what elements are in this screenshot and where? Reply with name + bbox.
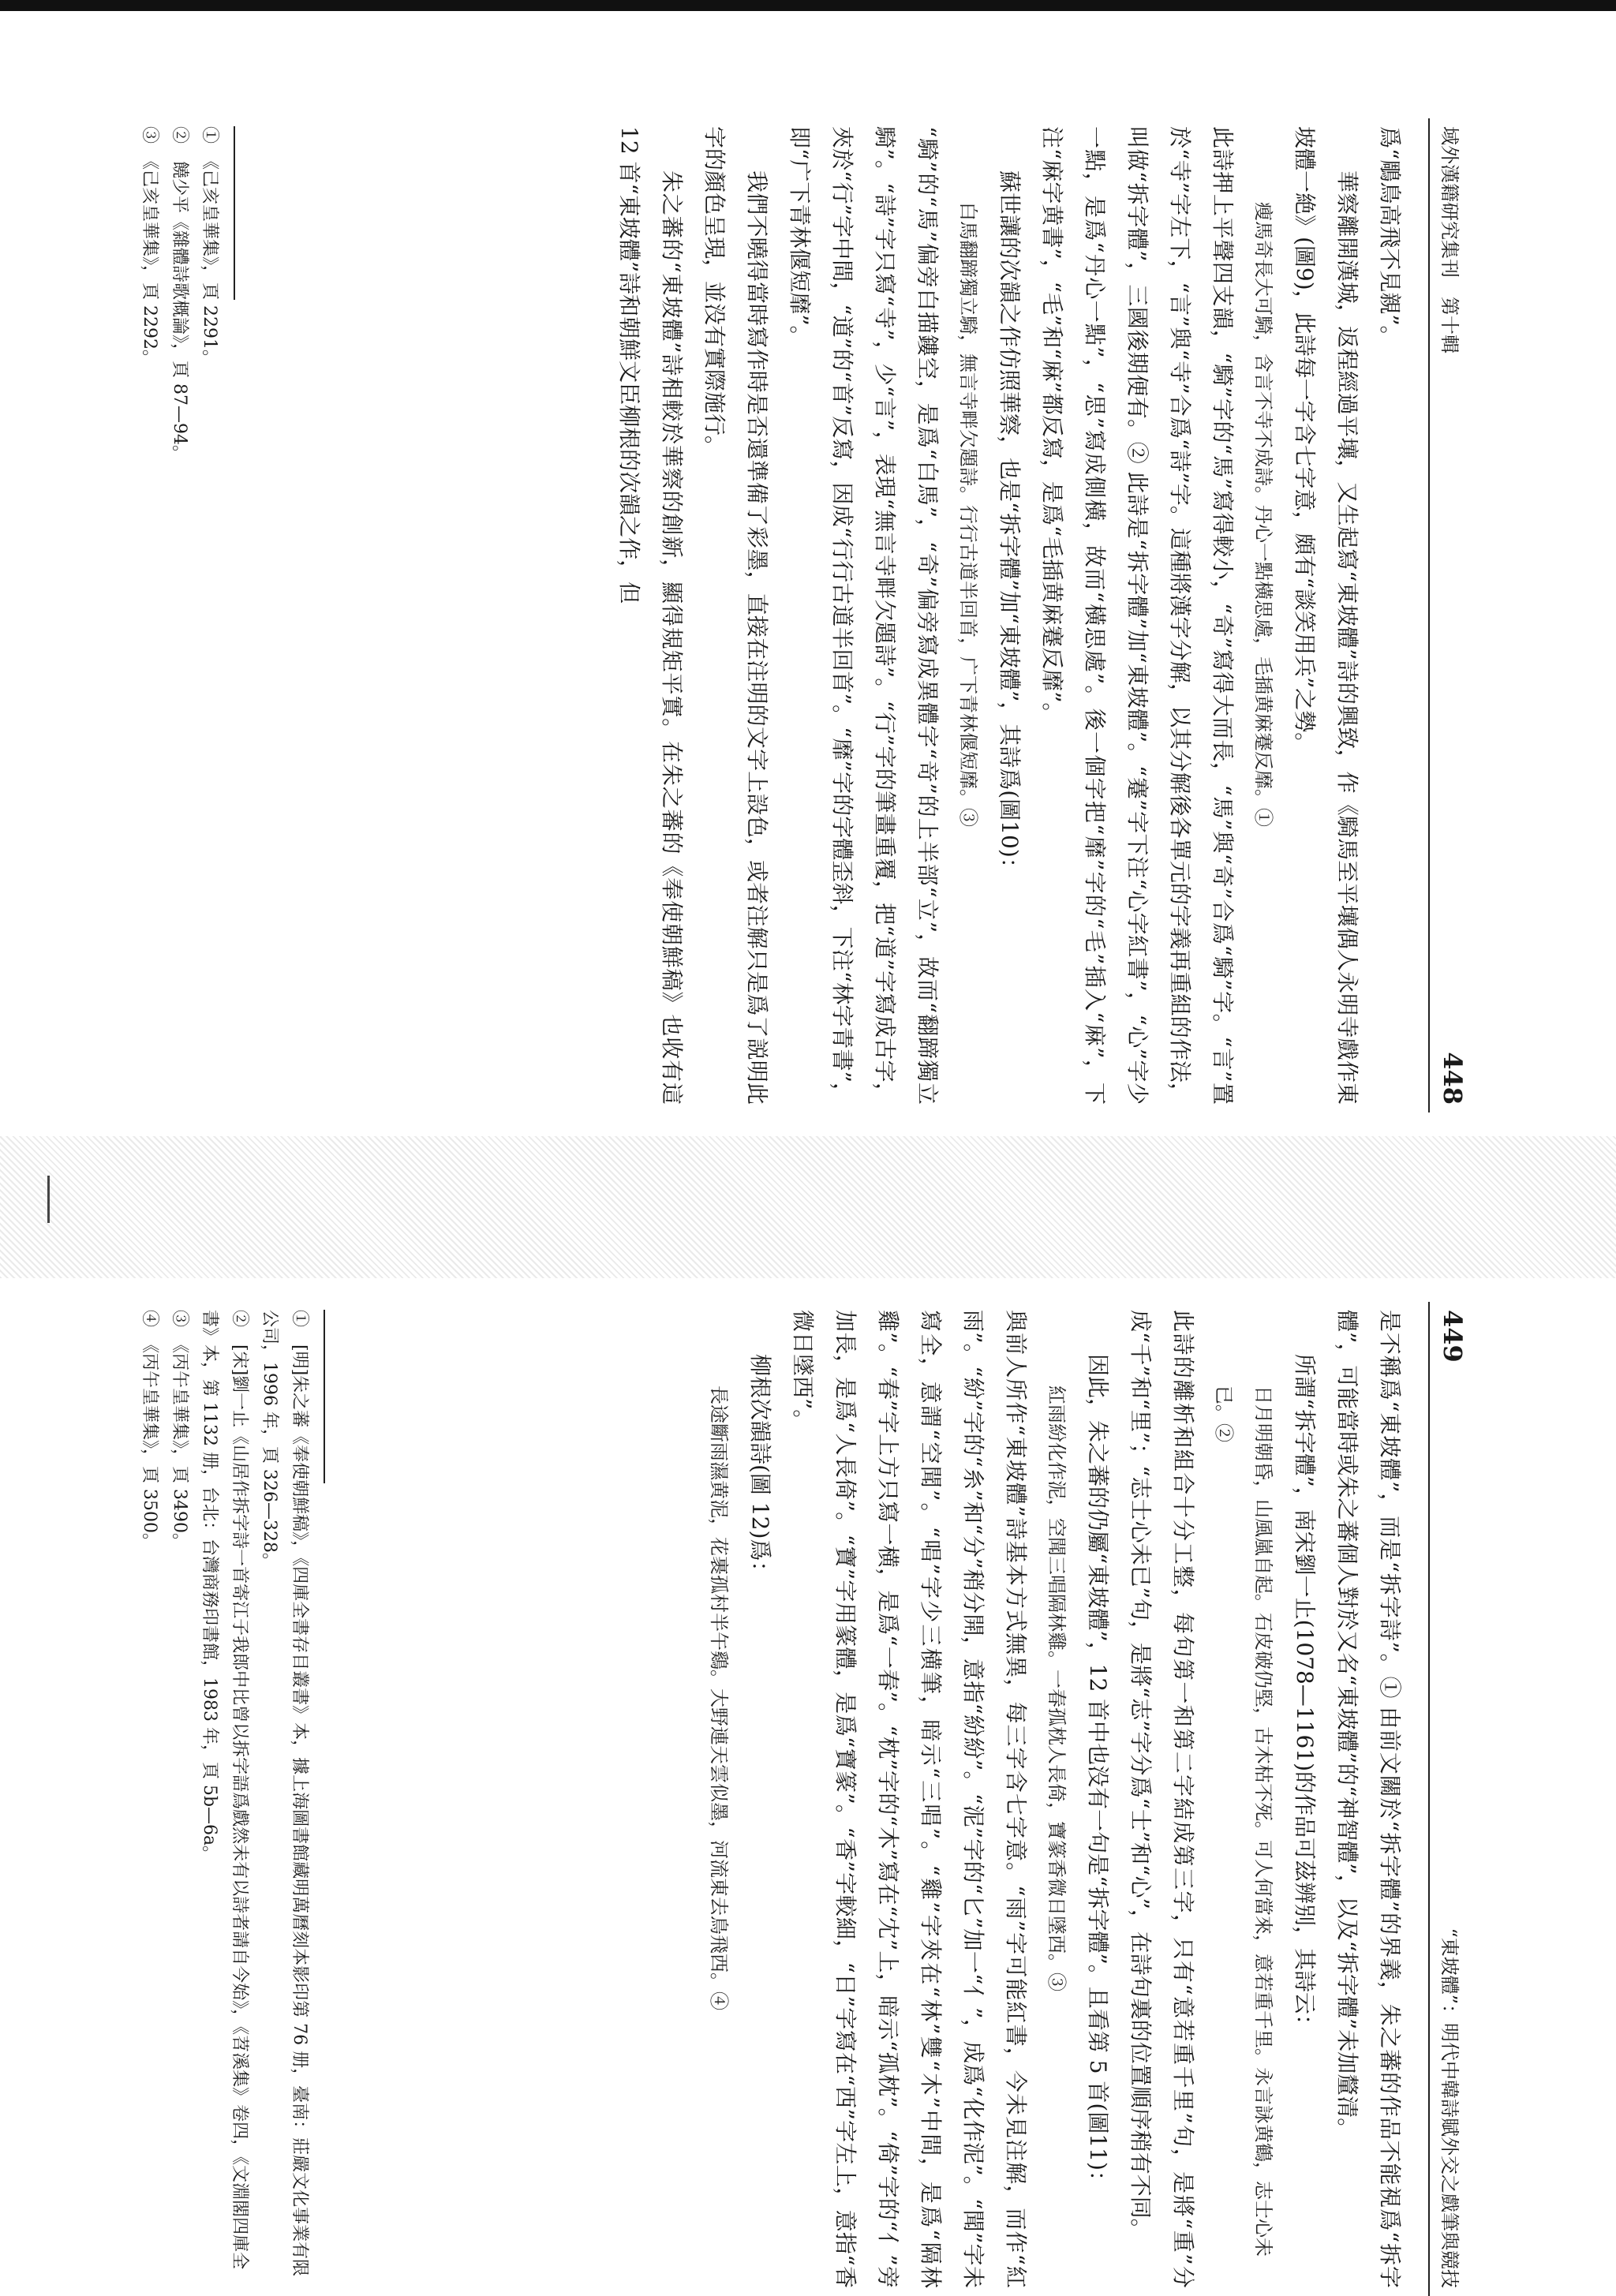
paragraph: 此詩押上平聲四支韻，“騎”字的“馬”寫得較小，“奇”寫得大而長，“馬”與“奇”合爲“騎”字。“言”置於“寺”字左下，“言”與“寺”合爲“詩”字。這種將漢字分解，以其分解後各單元的字義再重組的作法，叫做“拆字體”，三國後期便有。② 此詩是“拆字體”加“東坡體”。“蹇”字下注“心字紅書”，“心”字少一點，是爲“丹心一點”，“思”寫成側橫，故而“橫思處”。後一個字把“靡”字的“毛”插入“麻”，下注“麻字黄書”，“毛”和“麻”都反寫，是爲“毛插黄麻蹇反靡”。 (1039, 126, 1236, 1105)
footnote: ② 饒少平《雜體詩歌概論》，頁 87—94。 (170, 126, 189, 462)
footnote: ④ 《丙午皇華集》，頁 3500。 (140, 1310, 159, 1550)
paragraph: 此詩的離析和組合十分工整，每句第一和第二字結成第三字，只有“意若重千里”句，是將“重”分成“千”和“里”；“志士心未已”句，是將“志”字分爲“士”和“心”，在詩句裏的位置順序稍有不同。 (1128, 1310, 1196, 2288)
gutter-mark (47, 1176, 50, 1223)
footnote: ① 《己亥皇華集》，頁 2291。 (200, 126, 219, 367)
footnotes (134, 126, 235, 1105)
running-title: 域外漢籍研究集刊 第十輯 (1438, 126, 1461, 353)
footnote: ② [宋]劉一止《山居作拆字詩一首寄江子我郎中比曾以拆字語爲戲然未有以詩者請自今始》，《苕溪集》卷四，《文淵閣四庫全書》本，第 1132 册，台北：台灣商務印書館，1983 年，頁 5b—6a。 (200, 1310, 249, 2270)
paragraph: “騎”的“馬”偏旁白描鏤空，是爲“白馬”，“奇”偏旁寫成異體字“竒”的上半部“立”，故而“翻蹄獨立騎”。“詩”字只寫“寺”，少“言”，表現“無言寺畔欠題詩”。“行”字的筆畫重覆，把“道”字寫成古字，夾於“行”字中間，“道”的“首”反寫，因成“行行古道半回首”。“靡”字的字體歪斜，下注“林字青書”，即“广下青林偃短靡”。 (787, 126, 941, 1105)
scan-top-edge (0, 0, 1616, 11)
page-448 (110, 118, 1468, 1112)
paragraph: 柳根次韻詩(圖 12)爲： (747, 1354, 773, 1584)
page-number: 448 (1438, 1052, 1468, 1105)
paragraph: 蘇世讓的次韻之作仿照華察，也是“拆字體”加“東坡體”，其詩爲(圖10)： (997, 170, 1023, 880)
poem-quote: 日月明朝昏，山風嵐自起。石皮破仍堅，古木枯不死。可人何當來，意若重千里。永言詠黄鶴，志士心未已。② (1213, 1385, 1274, 2257)
footnote: ① [明]朱之蕃《奉使朝鮮稿》，《四庫全書存目叢書》本，據上海圖書館藏明萬曆刻本影印第 76 册，臺南：莊嚴文化事業有限公司，1996 年，頁 326—328。 (260, 1310, 309, 2277)
paragraph: 所謂“拆字體”，南宋劉一止(1078—1161)的作品可茲辨别，其詩云： (1292, 1354, 1318, 2036)
running-header (1428, 118, 1468, 1112)
book-gutter-shadow (0, 1136, 1616, 1278)
paragraph: 爲“鵰鳥高飛不見親”。 (1377, 126, 1403, 348)
body-text (699, 1302, 1428, 2296)
poem-quote: 瘦馬奇長大可騎，含言不寺不成詩。丹心一點橫思處，毛插黄麻蹇反靡。① (1252, 202, 1274, 827)
poem-quote: 長途斷雨濕黄泥，花裹孤村半午鷄。大野連天雲似墨，河流東去鳥飛西。④ (708, 1385, 730, 2010)
footnotes (134, 1310, 325, 2288)
footnote: ③ 《丙午皇華集》，頁 3490。 (170, 1310, 189, 1550)
poem-quote: 白馬翻蹄獨立騎，無言寺畔欠題詩。行行古道半回首，广下青林偃短靡。③ (957, 202, 979, 827)
running-header (1428, 1302, 1468, 2296)
paragraph: 與前人所作“東坡體”詩基本方式無異，每三字含七字意。“雨”字可能紅書，今未見注解，而作“紅雨”。“紛”字的“糸”和“分”稍分開，意指“紛紛”。“泥”字的“匕”加一“亻”，成爲“化作泥”。“聞”字未寫全，意謂“空聞”。“唱”字少三横筆，暗示“三唱”。“雞”字夾在“林”雙“木”中間，是爲“隔林雞”。“春”字上方只寫一横，是爲“一春”。“枕”字的“木”寫在“冘”上，暗示“孤枕”。“倚”字的“亻”旁加長，是爲“人長倚”。“寶”字用篆體，是爲“寶篆”。“香”字較細，“日”字寫在“西”字左上，意指“香微日墜西”。 (790, 1310, 1029, 2288)
footnote: ③ 《己亥皇華集》，頁 2292。 (140, 126, 159, 367)
paragraph: 華察離開漢城，返程經過平壤，又生起寫“東坡體”詩的興致，作《騎馬至平壤偶人永明寺戲作東坡體一絶》(圖9)，此詩每一字含七字意，頗有“談笑用兵”之勢。 (1292, 126, 1360, 1105)
paragraph: 是不稱爲“東坡體”，而是“拆字詩”。① 由前文關於“拆字體”的界義，朱之蕃的作品不能視爲“拆字體”，可能當時或朱之蕃個人對於又名“東坡體”的“神智體”，以及“拆字體”未加釐清。 (1334, 1310, 1403, 2288)
paragraph: 朱之蕃的“東坡體”詩相較於華察的創新，顯得規矩平實。在朱之蕃的《奉使朝鮮稿》也收有這 12 首“東坡體”詩和朝鮮文臣柳根的次韻之作，但 (616, 126, 685, 1105)
poem-quote: 紅雨紛化作泥，空聞三唱隔林雞。一春孤枕人長倚，寶篆香微日墜西。③ (1046, 1385, 1068, 1991)
paragraph: 因此，朱之蕃的仍屬“東坡體”，12 首中也没有一句是“拆字體”。且看第 5 首(圖11)： (1085, 1354, 1111, 2193)
footnote-rule (324, 1310, 325, 1483)
body-text (608, 118, 1428, 1112)
page-449 (110, 1302, 1468, 2296)
running-title: “東坡體”：明代中韓詩賦外交之戲筆與競技 (1438, 1928, 1461, 2288)
paragraph: 我們不曉得當時寫作時是否還準備了彩墨，直接在注明的文字上設色，或者注解只是爲了説明此字的顏色呈現，並没有實際施行。 (701, 126, 770, 1105)
page-number: 449 (1438, 1310, 1468, 1363)
footnote-rule (234, 126, 235, 300)
